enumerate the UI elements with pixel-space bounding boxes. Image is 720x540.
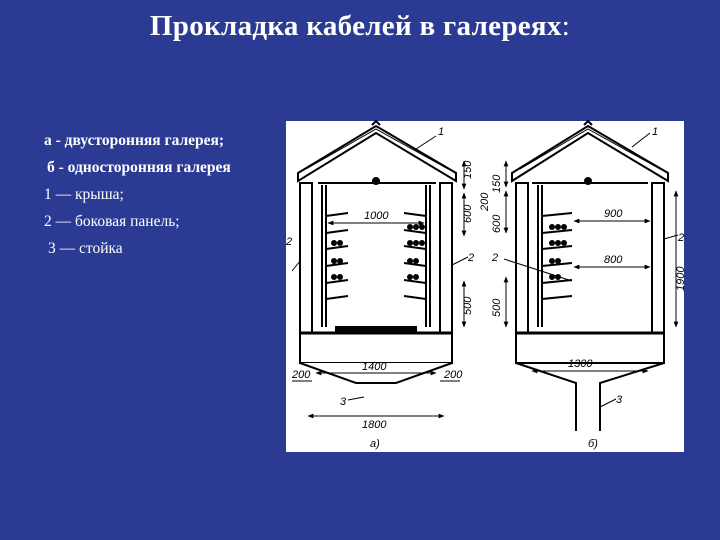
shelves-a-right [404, 213, 426, 299]
gallery-a [298, 121, 456, 383]
legend-item-a: а - двусторонняя галерея; [44, 132, 225, 149]
dim-a-150: 150 [462, 160, 474, 179]
dim-a-1800: 1800 [362, 419, 387, 431]
side-panel-right-a [440, 183, 452, 333]
shelves-a-left [326, 213, 348, 299]
legend-item-b: б - односторонняя галерея [47, 159, 231, 176]
roof-a [298, 126, 456, 181]
side-panel-left-b [516, 183, 528, 333]
label-b-post: 3 [616, 394, 623, 406]
gallery-drawing [286, 121, 687, 452]
dim-a-200-left: 200 [292, 369, 311, 381]
caption-a: а) [370, 438, 380, 450]
floor-slab-a [300, 333, 452, 363]
dim-b-800: 800 [604, 254, 623, 266]
label-a-roof: 1 [438, 126, 445, 138]
roof-b [512, 126, 668, 181]
legend-item-1: 1 — крыша; [44, 186, 124, 203]
slide-title-text: Прокладка кабелей в галереях [149, 10, 562, 42]
dim-a-200-right: 200 [444, 369, 463, 381]
dim-b-500: 500 [491, 298, 503, 317]
dim-b-1300: 1300 [568, 358, 593, 370]
dim-b-150: 150 [491, 174, 503, 193]
label-b-panel-right: 2 [678, 232, 685, 244]
label-a-panel-right: 2 [468, 252, 475, 264]
dim-b-200: 200 [479, 192, 491, 211]
dim-a-600: 600 [462, 204, 474, 223]
legend [44, 127, 231, 262]
label-b-panel-left: 2 [492, 252, 499, 264]
dim-a-500: 500 [462, 296, 474, 315]
caption-b: б) [588, 438, 598, 450]
post-b [516, 363, 664, 431]
slide-title-colon: : [561, 10, 571, 42]
legend-item-3: 3 — стойка [48, 240, 123, 257]
dim-a-1000: 1000 [364, 210, 389, 222]
label-b-roof: 1 [652, 126, 659, 138]
gallery-b [512, 121, 668, 431]
shelves-b [542, 213, 572, 299]
dim-b-900: 900 [604, 208, 623, 220]
dim-b-600: 600 [491, 214, 503, 233]
side-panel-left-a [300, 183, 312, 333]
legend-item-2: 2 — боковая панель; [44, 213, 180, 230]
label-a-panel-left: 2 [286, 236, 293, 248]
label-a-post: 3 [340, 396, 347, 408]
slide-title [0, 10, 720, 43]
gallery-figure [286, 121, 687, 452]
side-panel-right-b [652, 183, 664, 333]
dim-a-1400: 1400 [362, 361, 387, 373]
dim-b-1900: 1900 [675, 266, 687, 291]
